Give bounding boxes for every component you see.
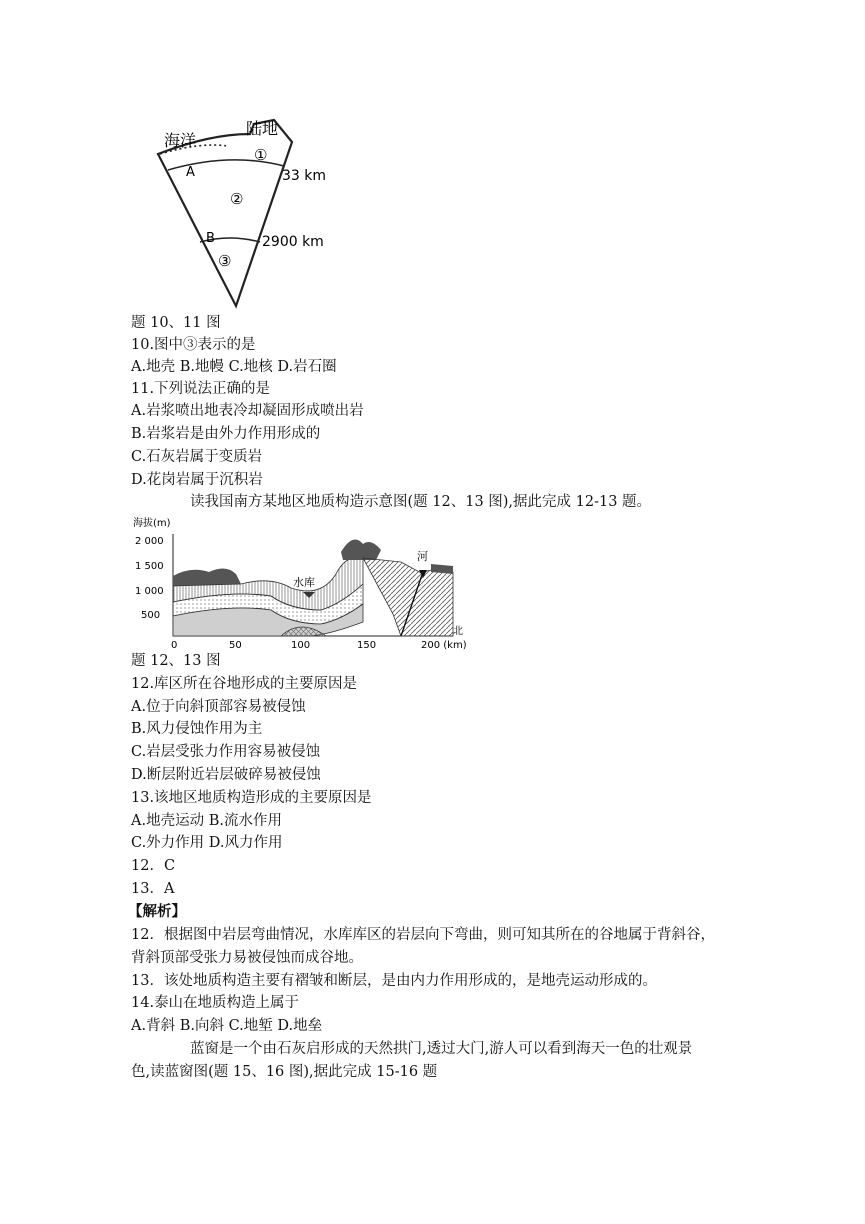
ytick-2000: 2 000: [135, 536, 164, 547]
point-a-label: A: [186, 165, 195, 180]
q13-stem: 13.该地区地质构造形成的主要原因是: [131, 790, 372, 806]
q12-option-b: B.风力侵蚀作用为主: [131, 721, 263, 737]
north-label: 北: [453, 626, 463, 637]
intro-q12: 读我国南方某地区地质构造示意图(题 12、13 图),据此完成 12-13 题。: [190, 494, 652, 510]
layer3-label: ③: [218, 252, 232, 270]
fig2-caption: 题 12、13 图: [131, 653, 221, 669]
depth2-label: 2900 km: [262, 234, 324, 250]
ytick-1500: 1 500: [135, 561, 164, 572]
xtick-50: 50: [229, 640, 242, 651]
intro-q15-line2: 色,读蓝窗图(题 15、16 图),据此完成 15-16 题: [131, 1064, 438, 1080]
layer1-label: ①: [254, 146, 268, 164]
river-label: 河: [417, 550, 428, 563]
q12-option-a: A.位于向斜顶部容易被侵蚀: [131, 699, 306, 715]
geology-section-figure: [131, 514, 476, 652]
q11-option-d: D.花岗岩属于沉积岩: [131, 472, 263, 488]
xtick-200: 200 (km): [421, 640, 467, 651]
ytick-500: 500: [141, 610, 161, 621]
ylabel: 海拔(m): [133, 518, 171, 529]
q10-stem: 10.图中③表示的是: [131, 337, 256, 353]
analysis-title: 【解析】: [128, 903, 186, 920]
xtick-0: 0: [171, 640, 178, 651]
q11-option-a: A.岩浆喷出地表冷却凝固形成喷出岩: [131, 403, 364, 419]
q12-option-d: D.断层附近岩层破碎易被侵蚀: [131, 767, 321, 783]
fig1-caption: 题 10、11 图: [131, 315, 221, 331]
q14-options: A.背斜 B.向斜 C.地堑 D.地垒: [131, 1018, 323, 1034]
point-b-label: B: [206, 231, 215, 246]
q12-stem: 12.库区所在谷地形成的主要原因是: [131, 676, 358, 692]
xtick-150: 150: [357, 640, 377, 651]
ytick-1000: 1 000: [135, 586, 164, 597]
layer2-label: ②: [230, 190, 244, 208]
ocean-label: 海洋: [164, 131, 197, 150]
reservoir-label: 水库: [293, 576, 315, 589]
q12-option-c: C.岩层受张力作用容易被侵蚀: [131, 744, 321, 760]
q13-options-ab: A.地壳运动 B.流水作用: [131, 813, 282, 829]
explanation-12-line2: 背斜顶部受张力易被侵蚀而成谷地。: [131, 950, 363, 966]
stratum-dark-top: [173, 568, 241, 586]
intro-q15-line1: 蓝窗是一个由石灰启形成的天然拱门,透过大门,游人可以看到海天一色的壮观景: [190, 1041, 693, 1057]
depth1-label: 33 km: [282, 168, 327, 184]
earth-structure-figure: [150, 112, 350, 310]
land-label: 陆地: [246, 119, 279, 138]
q11-option-c: C.石灰岩属于变质岩: [131, 449, 263, 465]
explanation-12-line1: 12．根据图中岩层弯曲情况，水库库区的岩层向下弯曲，则可知其所在的谷地属于背斜谷，: [131, 927, 715, 943]
answer-13: 13．A: [131, 881, 175, 897]
q11-option-b: B.岩浆岩是由外力作用形成的: [131, 426, 321, 442]
explanation-13: 13．该处地质构造主要有褶皱和断层，是由内力作用形成的，是地壳运动形成的。: [131, 973, 657, 989]
q11-stem: 11.下列说法正确的是: [131, 381, 271, 397]
q13-options-cd: C.外力作用 D.风力作用: [131, 835, 283, 851]
peak-dark: [341, 540, 381, 561]
answer-12: 12．C: [131, 858, 176, 874]
q14-stem: 14.泰山在地质构造上属于: [131, 995, 300, 1011]
q10-options: A.地壳 B.地幔 C.地核 D.岩石圈: [131, 359, 337, 375]
xtick-100: 100: [291, 640, 311, 651]
